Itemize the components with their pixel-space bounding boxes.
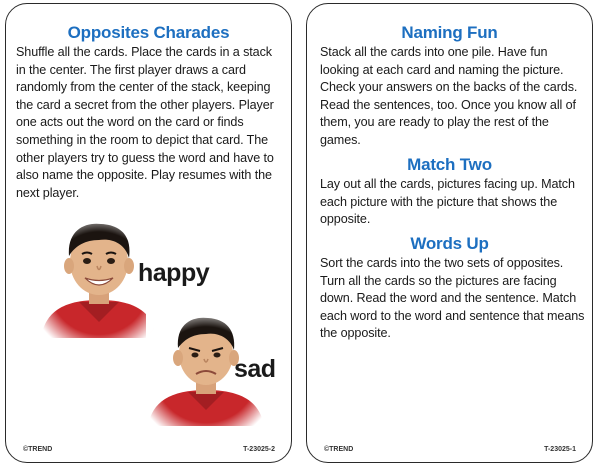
section-title-words-up: Words Up: [410, 234, 489, 253]
word-happy: happy: [138, 259, 210, 287]
copyright-label: ©TREND: [23, 446, 53, 453]
product-code: T-23025-2: [243, 446, 275, 453]
word-sad: sad: [234, 355, 276, 383]
opposites-charades-card: [5, 3, 292, 463]
copyright-label: ©TREND: [324, 446, 354, 453]
section-text-naming-fun: Stack all the cards into one pile. Have fun looking at each card and naming the picture. Check your answers on the backs of the cards. Read the sentences, too. Once you know all of them, you are ready to play the rest of the games.: [320, 45, 578, 147]
section-text-match-two: Lay out all the cards, pictures facing up. Match each picture with the picture that shows the opposite.: [320, 177, 575, 227]
product-code: T-23025-1: [544, 446, 576, 453]
section-title-naming-fun: Naming Fun: [401, 23, 498, 42]
instructions-text: Shuffle all the cards. Place the cards in a stack in the center. The first player draws a card randomly from the center of the stack, keeping the card a secret from the other players. Player one acts out the word on the card or finds something in the room to depict that card. The other players try to guess the word and have to also name the opposite. Play resumes with the next player.: [16, 45, 274, 200]
section-title-match-two: Match Two: [407, 155, 492, 174]
section-text-words-up: Sort the cards into the two sets of opposites. Turn all the cards so the pictures are facing down. Read the word and the sentence. Match each word to the word and sentence that means the opposite.: [320, 256, 585, 341]
card-title: Opposites Charades: [67, 23, 230, 42]
naming-fun-card: [306, 3, 593, 463]
